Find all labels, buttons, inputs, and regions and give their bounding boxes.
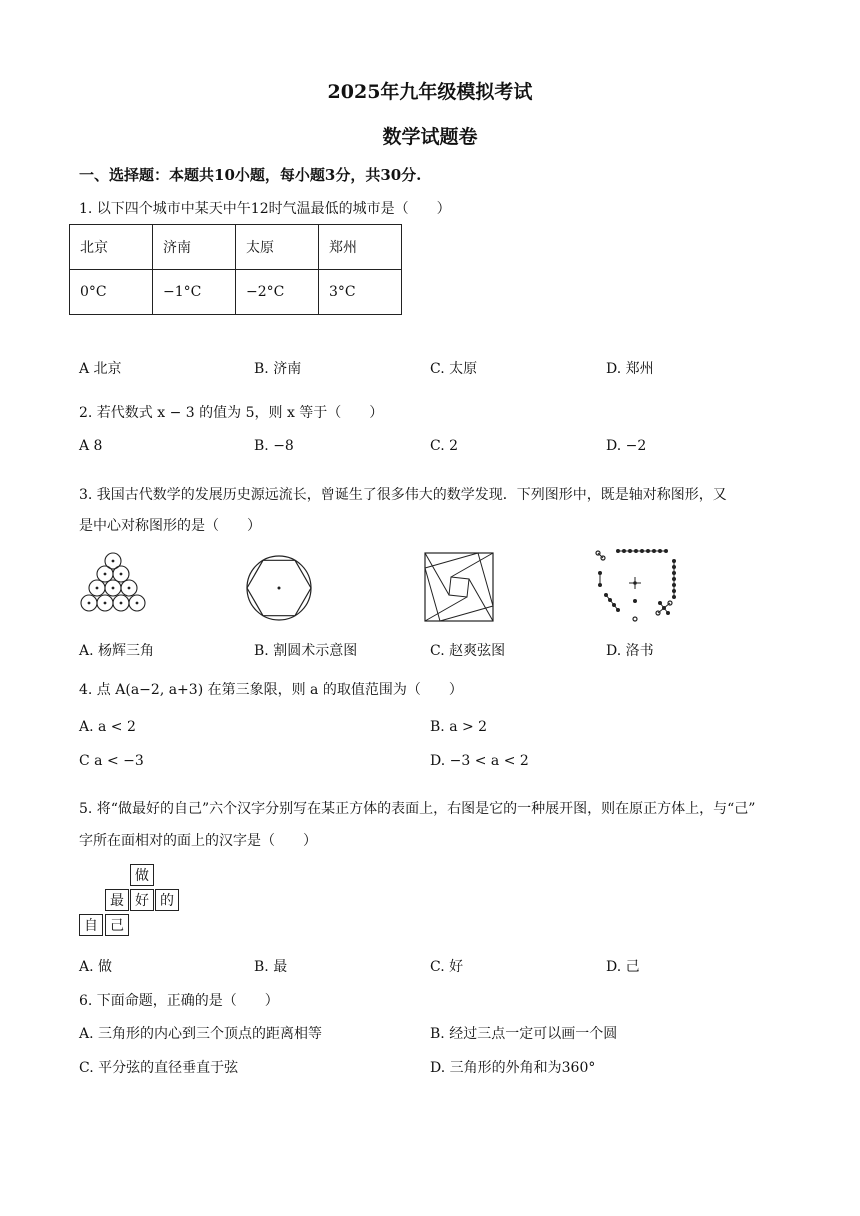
q3-option-a[interactable]: A. 杨辉三角 bbox=[79, 643, 155, 659]
table-cell: 郑州 bbox=[319, 225, 402, 270]
luoshu-figure bbox=[590, 547, 686, 623]
table-cell: 3°C bbox=[319, 270, 402, 315]
question-4-stem: 4. 点 A(a−2, a+3) 在第三象限，则 a 的取值范围为（ ） bbox=[79, 682, 463, 698]
net-cell: 的 bbox=[155, 889, 179, 911]
q6-option-b[interactable]: B. 经过三点一定可以画一个圆 bbox=[430, 1026, 618, 1042]
exam-title: 2025年九年级模拟考试 bbox=[327, 81, 533, 103]
question-5-stem-line1: 5. 将“做最好的自己”六个汉字分别写在某正方体的表面上，右图是它的一种展开图，则在原正方体上，与“己” bbox=[79, 801, 756, 817]
table-row bbox=[70, 270, 402, 315]
table-header-row bbox=[70, 225, 402, 270]
temperature-table bbox=[69, 224, 402, 315]
net-cell: 好 bbox=[130, 889, 154, 911]
q5-option-c[interactable]: C. 好 bbox=[430, 959, 464, 975]
table-cell: 济南 bbox=[153, 225, 236, 270]
table-cell: 北京 bbox=[70, 225, 153, 270]
q6-option-a[interactable]: A. 三角形的内心到三个顶点的距离相等 bbox=[79, 1026, 323, 1042]
q1-option-a[interactable]: A 北京 bbox=[79, 361, 122, 377]
net-cell: 自 bbox=[79, 914, 103, 936]
question-1-stem: 1. 以下四个城市中某天中午12时气温最低的城市是（ ） bbox=[79, 201, 451, 217]
circle-cutting-figure bbox=[244, 553, 314, 623]
q3-option-d[interactable]: D. 洛书 bbox=[606, 643, 654, 659]
question-3-stem-line1: 3. 我国古代数学的发展历史源远流长，曾诞生了很多伟大的数学发现．下列图形中，既是轴对称图形，又 bbox=[79, 487, 727, 503]
question-3-stem-line2: 是中心对称图形的是（ ） bbox=[79, 518, 261, 534]
q3-option-b[interactable]: B. 割圆术示意图 bbox=[254, 643, 358, 659]
q1-option-b[interactable]: B. 济南 bbox=[254, 361, 302, 377]
q5-option-b[interactable]: B. 最 bbox=[254, 959, 288, 975]
q6-option-d[interactable]: D. 三角形的外角和为360° bbox=[430, 1060, 596, 1076]
q6-option-c[interactable]: C. 平分弦的直径垂直于弦 bbox=[79, 1060, 239, 1076]
q5-option-a[interactable]: A. 做 bbox=[79, 959, 113, 975]
exam-subtitle: 数学试题卷 bbox=[382, 126, 478, 148]
q4-option-a[interactable]: A. a < 2 bbox=[79, 719, 136, 735]
q2-option-a[interactable]: A 8 bbox=[79, 438, 103, 454]
q1-option-c[interactable]: C. 太原 bbox=[430, 361, 478, 377]
net-cell: 做 bbox=[130, 864, 154, 886]
q2-option-c[interactable]: C. 2 bbox=[430, 438, 459, 454]
yanghui-triangle-figure bbox=[76, 552, 150, 616]
question-5-stem-line2: 字所在面相对的面上的汉字是（ ） bbox=[79, 833, 317, 849]
q4-option-d[interactable]: D. −3 < a < 2 bbox=[430, 753, 529, 769]
q4-option-b[interactable]: B. a > 2 bbox=[430, 719, 488, 735]
table-cell: 0°C bbox=[70, 270, 153, 315]
q2-option-b[interactable]: B. −8 bbox=[254, 438, 294, 454]
question-6-stem: 6. 下面命题，正确的是（ ） bbox=[79, 993, 279, 1009]
table-cell: −1°C bbox=[153, 270, 236, 315]
question-2-stem: 2. 若代数式 x − 3 的值为 5，则 x 等于（ ） bbox=[79, 405, 384, 421]
table-cell: 太原 bbox=[236, 225, 319, 270]
table-cell: −2°C bbox=[236, 270, 319, 315]
q3-option-c[interactable]: C. 赵爽弦图 bbox=[430, 643, 506, 659]
q5-option-d[interactable]: D. 己 bbox=[606, 959, 640, 975]
q4-option-c[interactable]: C a < −3 bbox=[79, 753, 144, 769]
section-heading: 一、选择题：本题共10小题，每小题3分，共30分. bbox=[79, 166, 422, 184]
net-cell: 最 bbox=[105, 889, 129, 911]
zhao-shuang-figure bbox=[424, 552, 494, 622]
net-cell: 己 bbox=[105, 914, 129, 936]
cube-net-figure bbox=[79, 864, 183, 938]
q1-option-d[interactable]: D. 郑州 bbox=[606, 361, 654, 377]
q2-option-d[interactable]: D. −2 bbox=[606, 438, 647, 454]
